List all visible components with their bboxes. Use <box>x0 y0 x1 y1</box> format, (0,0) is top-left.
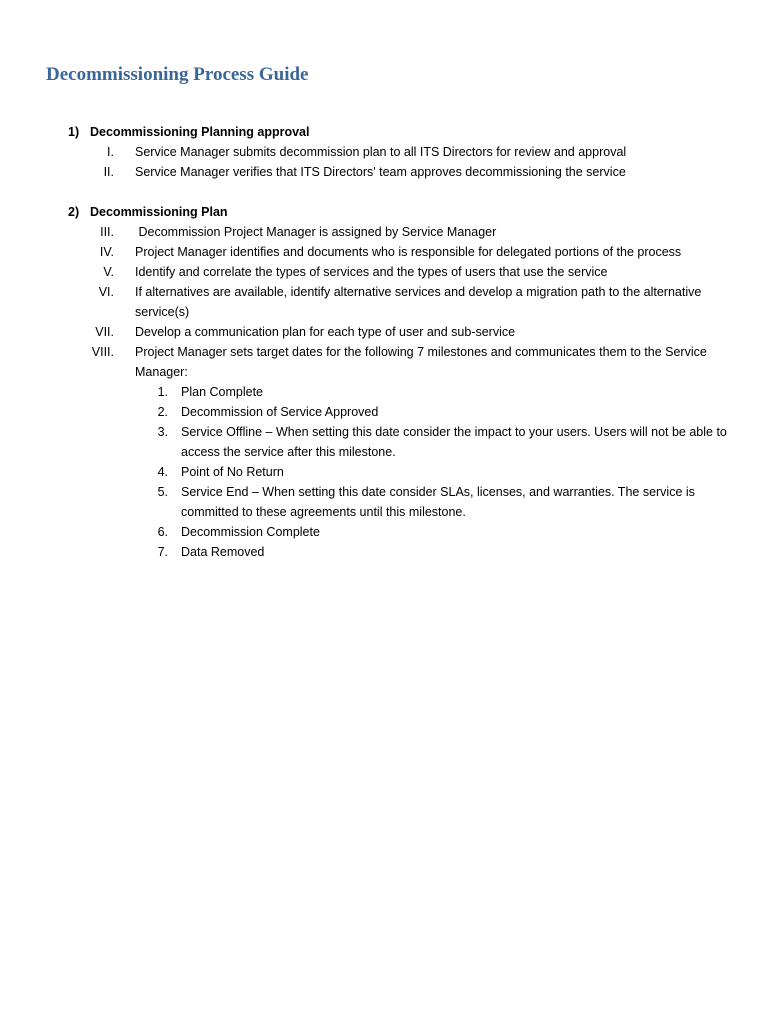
milestone-item <box>0 542 768 562</box>
list-marker: VIII. <box>91 345 114 359</box>
list-marker: 2. <box>157 405 168 419</box>
milestone-text: Decommission of Service Approved <box>181 405 379 419</box>
list-item <box>0 162 768 182</box>
milestone-item <box>0 382 768 402</box>
list-item <box>0 342 768 382</box>
list-marker: 1. <box>157 385 168 399</box>
list-marker: 4. <box>157 465 168 479</box>
milestone-text: Decommission Complete <box>181 525 320 539</box>
list-item-text: Service Manager submits decommission plan to all ITS Directors for review and approval <box>135 145 627 159</box>
list-marker: 5. <box>157 485 168 499</box>
page-title: Decommissioning Process Guide <box>46 64 309 85</box>
list-marker: 3. <box>157 425 168 439</box>
milestone-text: Plan Complete <box>181 385 263 399</box>
milestone-text: Service Offline – When setting this date consider the impact to your users. Users will not be able to access the service after this milestone. <box>181 425 727 459</box>
section-heading-text: Decommissioning Plan <box>90 205 228 219</box>
milestone-text: Service End – When setting this date consider SLAs, licenses, and warranties. The service is committed to these agreements until this milestone. <box>181 485 695 519</box>
list-item <box>0 282 768 322</box>
milestone-text: Point of No Return <box>181 465 284 479</box>
list-item <box>0 262 768 282</box>
list-marker: 6. <box>157 525 168 539</box>
list-item <box>0 322 768 342</box>
section-number: 2) <box>68 205 80 219</box>
list-item-text: If alternatives are available, identify alternative services and develop a migration path to the alternative service(s) <box>135 285 702 319</box>
milestone-item <box>0 402 768 422</box>
section-heading <box>68 202 228 222</box>
list-item-text: Identify and correlate the types of services and the types of users that use the service <box>135 265 608 279</box>
list-item-text: Decommission Project Manager is assigned by Service Manager <box>135 225 497 239</box>
section-heading-text: Decommissioning Planning approval <box>90 125 310 139</box>
section-heading <box>68 122 309 142</box>
list-marker: 7. <box>157 545 168 559</box>
list-marker: VII. <box>95 325 114 339</box>
list-item-text: Project Manager identifies and documents who is responsible for delegated portions of the process <box>135 245 682 259</box>
list-marker: IV. <box>99 245 114 259</box>
list-item-text: Service Manager verifies that ITS Directors' team approves decommissioning the service <box>135 165 626 179</box>
list-item <box>0 222 768 242</box>
milestone-item <box>0 522 768 542</box>
milestone-text: Data Removed <box>181 545 265 559</box>
list-marker: II. <box>103 165 114 179</box>
list-marker: V. <box>103 265 114 279</box>
milestone-item <box>0 462 768 482</box>
section-number: 1) <box>68 125 80 139</box>
list-marker: I. <box>107 145 114 159</box>
list-marker: VI. <box>98 285 114 299</box>
list-item-text: Develop a communication plan for each type of user and sub-service <box>135 325 516 339</box>
list-item <box>0 242 768 262</box>
list-item-text: Project Manager sets target dates for the following 7 milestones and communicates them to the Service Manager: <box>135 345 707 379</box>
milestone-item <box>0 422 768 462</box>
list-item <box>0 142 768 162</box>
milestone-item <box>0 482 768 522</box>
list-marker: III. <box>100 225 114 239</box>
